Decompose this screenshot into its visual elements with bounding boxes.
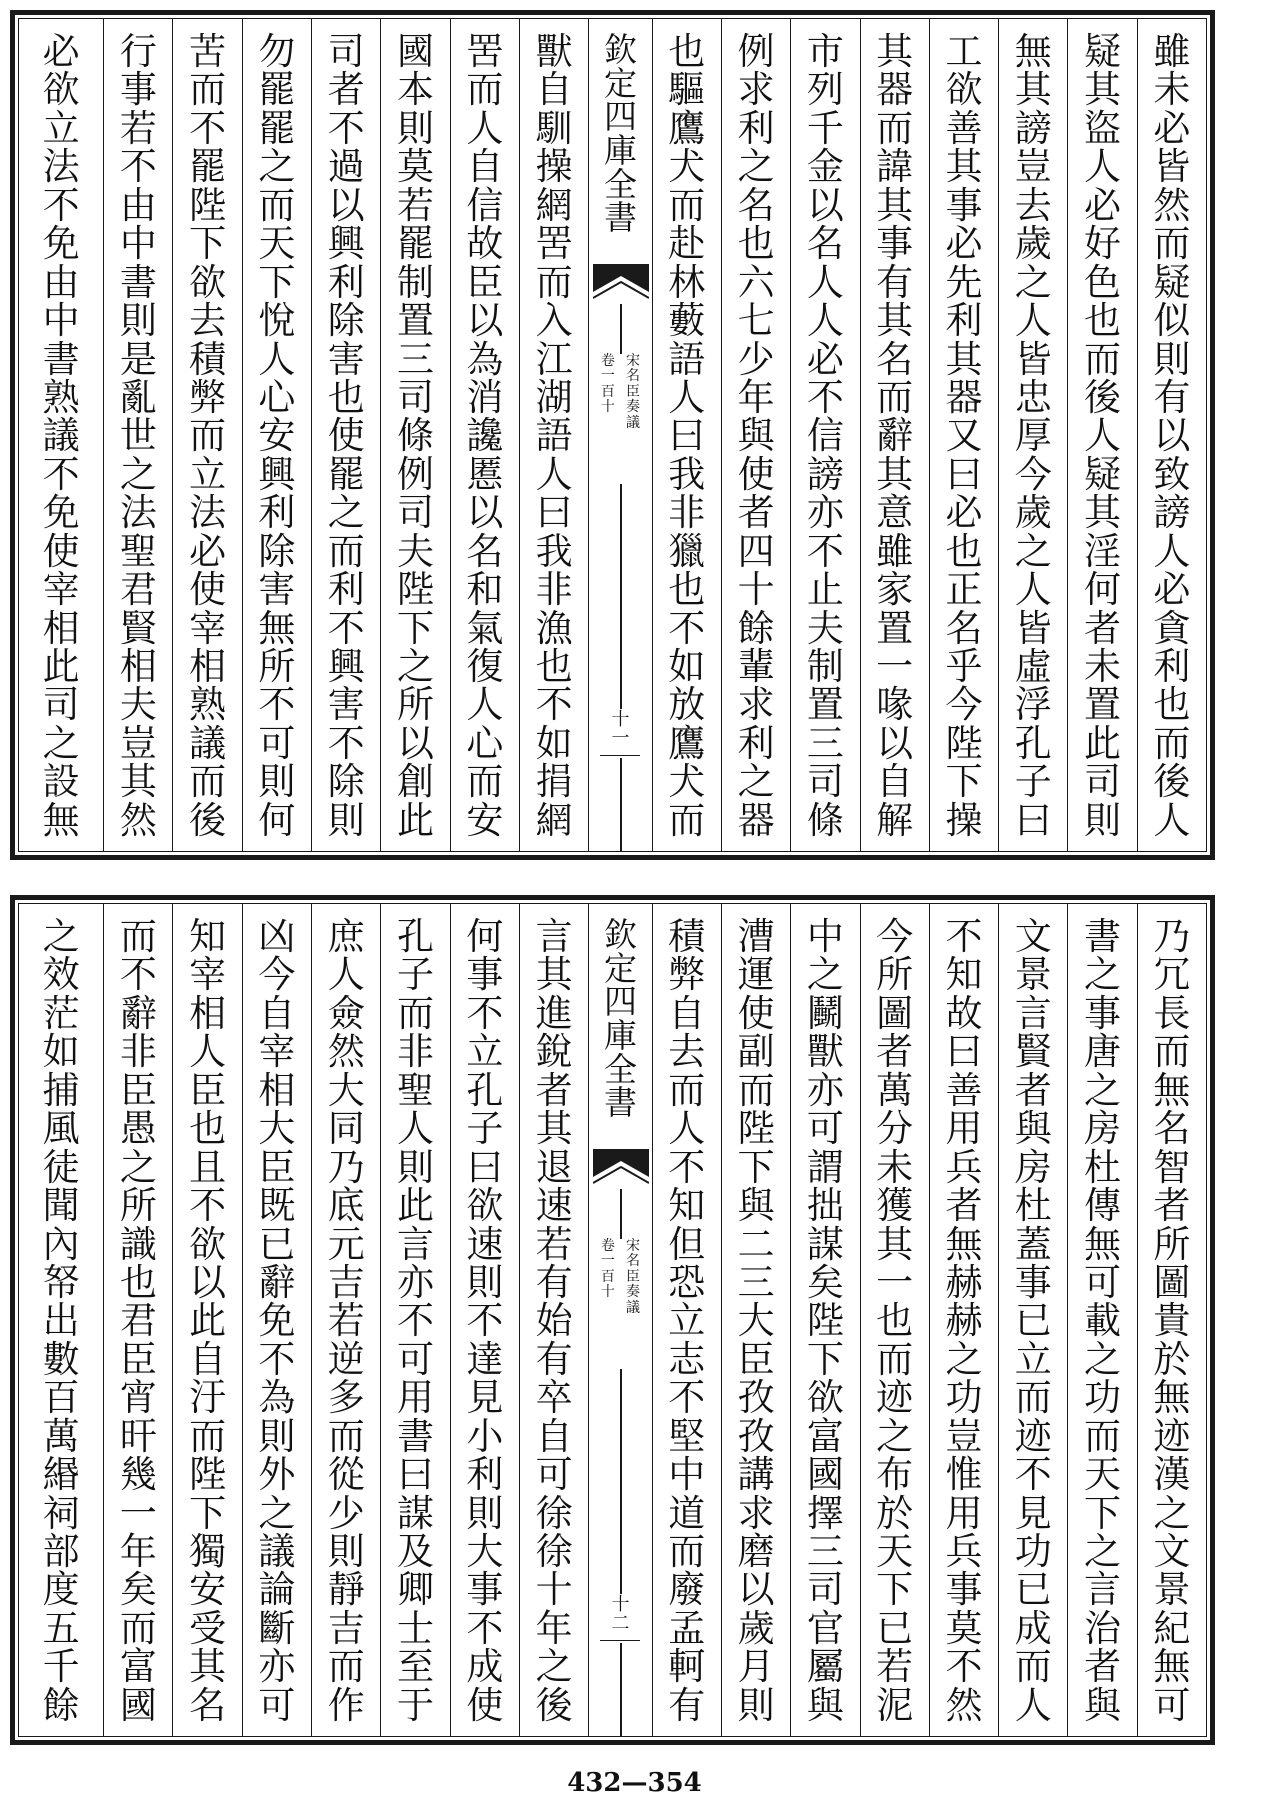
text-column: 之 效 茫 如 捕 風 徒 聞 內 帑 出 數 百 萬 緡 祠 部 度 五 千 餘 bbox=[42, 915, 80, 1727]
bottom-page-columns bbox=[19, 904, 1206, 1736]
collection-title: 宋 名 臣 奏 議 bbox=[626, 1238, 641, 1316]
text-column: 勿 罷 罷 之 而 天 下 悅 人 心 安 興 利 除 害 無 所 不 可 則 何 bbox=[242, 19, 311, 851]
text-column: 罟 而 人 自 信 故 臣 以 為 消 讒 慝 以 名 和 氣 復 人 心 而 安 bbox=[450, 19, 519, 851]
volume-number: 卷 一 百 十 bbox=[600, 1238, 615, 1301]
volume-label bbox=[595, 354, 645, 484]
text-column: 也 驅 鷹 犬 而 赴 林 藪 語 人 曰 我 非 獵 也 不 如 放 鷹 犬 而 bbox=[652, 19, 721, 851]
text-column: 其 器 而 諱 其 事 有 其 名 而 辭 其 意 雖 家 置 一 喙 以 自 解 bbox=[860, 19, 929, 851]
text-column: 無 其 謗 豈 去 歲 之 人 皆 忠 厚 今 歲 之 人 皆 虛 浮 孔 子 曰 bbox=[998, 19, 1067, 851]
text-column: 而 不 辭 非 臣 愚 之 所 識 也 君 臣 宵 旰 幾 一 年 矣 而 富 國 bbox=[103, 904, 172, 1736]
top-page-columns bbox=[19, 19, 1206, 851]
page-number-rule bbox=[600, 1640, 640, 1642]
text-column: 不 知 故 曰 善 用 兵 者 無 赫 赫 之 功 豈 惟 用 兵 事 莫 不 然 bbox=[929, 904, 998, 1736]
leaf-page-number: 十 二 bbox=[597, 1594, 643, 1643]
text-column: 庶 人 僉 然 大 同 乃 底 元 吉 若 逆 多 而 從 少 則 靜 吉 而 作 bbox=[311, 904, 380, 1736]
fish-tail-mark-icon bbox=[593, 264, 649, 304]
text-column: 乃 冗 長 而 無 名 智 者 所 圖 貴 於 無 迹 漢 之 文 景 紀 無 可 bbox=[1137, 904, 1206, 1736]
text-column: 中 之 鬭 獸 亦 可 謂 拙 謀 矣 陛 下 欲 富 國 擇 三 司 官 屬 與 bbox=[790, 904, 859, 1736]
text-column: 例 求 利 之 名 也 六 七 少 年 與 使 者 四 十 餘 輩 求 利 之 器 bbox=[721, 19, 790, 851]
text-column: 必 欲 立 法 不 免 由 中 書 熟 議 不 免 使 宰 相 此 司 之 設 無 bbox=[42, 30, 80, 842]
text-column: 市 列 千 金 以 名 人 人 必 不 信 謗 亦 不 止 夫 制 置 三 司 條 bbox=[790, 19, 859, 851]
page-footer-number: 432—354 bbox=[567, 1768, 702, 1798]
bottom-page bbox=[10, 895, 1215, 1745]
book-title: 欽 定 四 庫 全 書 bbox=[603, 915, 637, 1123]
volume-label bbox=[595, 1239, 645, 1369]
text-column: 何 事 不 立 孔 子 曰 欲 速 則 不 達 見 小 利 則 大 事 不 成 使 bbox=[450, 904, 519, 1736]
text-column: 書 之 事 唐 之 房 杜 傳 無 可 載 之 功 而 天 下 之 言 治 者 與 bbox=[1067, 904, 1136, 1736]
center-fold-column bbox=[588, 904, 651, 1736]
text-column: 積 弊 自 去 而 人 不 知 但 恐 立 志 不 堅 中 道 而 廢 孟 軻 有 bbox=[652, 904, 721, 1736]
book-title: 欽 定 四 庫 全 書 bbox=[603, 30, 637, 238]
text-column: 國 本 則 莫 若 罷 制 置 三 司 條 例 司 夫 陛 下 之 所 以 創 此 bbox=[380, 19, 449, 851]
text-column: 言 其 進 銳 者 其 退 速 若 有 始 有 卒 自 可 徐 徐 十 年 之 後 bbox=[519, 904, 588, 1736]
text-column: 疑 其 盜 人 必 好 色 也 而 後 人 疑 其 淫 何 者 未 置 此 司 則 bbox=[1067, 19, 1136, 851]
text-column: 工 欲 善 其 事 必 先 利 其 器 又 曰 必 也 正 名 乎 今 陛 下 操 bbox=[929, 19, 998, 851]
text-column: 凶 今 自 宰 相 大 臣 既 已 辭 免 不 為 則 外 之 議 論 斷 亦 可 bbox=[242, 904, 311, 1736]
text-column: 司 者 不 過 以 興 利 除 害 也 使 罷 之 而 利 不 興 害 不 除 則 bbox=[311, 19, 380, 851]
top-page-frame bbox=[18, 18, 1207, 852]
text-column: 苦 而 不 罷 陛 下 欲 去 積 弊 而 立 法 必 使 宰 相 熟 議 而 後 bbox=[172, 19, 241, 851]
page-number-rule bbox=[600, 755, 640, 757]
text-column: 孔 子 而 非 聖 人 則 此 言 亦 不 可 用 書 曰 謀 及 卿 士 至 于 bbox=[380, 904, 449, 1736]
text-column: 雖 未 必 皆 然 而 疑 似 則 有 以 致 謗 人 必 貪 利 也 而 後 人 bbox=[1137, 19, 1206, 851]
text-column: 文 景 言 賢 者 與 房 杜 蓋 事 已 立 而 迹 不 見 功 已 成 而 人 bbox=[998, 904, 1067, 1736]
bottom-page-frame bbox=[18, 903, 1207, 1737]
text-column: 行 事 若 不 由 中 書 則 是 亂 世 之 法 聖 君 賢 相 夫 豈 其 然 bbox=[103, 19, 172, 851]
text-column: 今 所 圖 者 萬 分 未 獲 其 一 也 而 迹 之 布 於 天 下 已 若 泥 bbox=[860, 904, 929, 1736]
text-column: 知 宰 相 人 臣 也 且 不 欲 以 此 自 汙 而 陛 下 獨 安 受 其 名 bbox=[172, 904, 241, 1736]
collection-title: 宋 名 臣 奏 議 bbox=[626, 353, 641, 431]
fish-tail-mark-icon bbox=[593, 1149, 649, 1189]
volume-number: 卷 一 百 十 bbox=[600, 353, 615, 416]
top-page bbox=[10, 10, 1215, 860]
text-column: 獸 自 馴 操 網 罟 而 入 江 湖 語 人 曰 我 非 漁 也 不 如 捐 網 bbox=[519, 19, 588, 851]
leaf-page-number: 十 一 bbox=[597, 709, 643, 758]
center-fold-column bbox=[588, 19, 651, 851]
text-column: 漕 運 使 副 而 陛 下 與 二 三 大 臣 孜 孜 講 求 磨 以 歲 月 則 bbox=[721, 904, 790, 1736]
